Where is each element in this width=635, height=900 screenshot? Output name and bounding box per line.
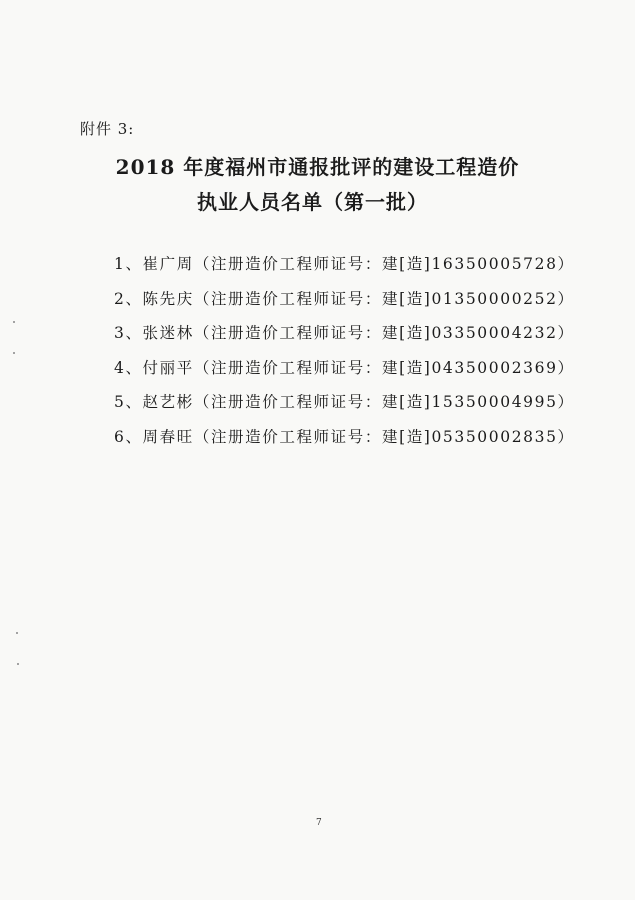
scan-speck: [13, 352, 15, 354]
list-item-2: 2、陈先庆（注册造价工程师证号：建[造]01350000252）: [114, 289, 575, 308]
list-item-5: 5、赵艺彬（注册造价工程师证号：建[造]15350004995）: [114, 393, 575, 412]
document-title-line-1: 2018 年度福州市通报批评的建设工程造价: [115, 155, 520, 179]
list-item-6: 6、周春旺（注册造价工程师证号：建[造]05350002835）: [114, 427, 575, 446]
list-item-1: 1、崔广周（注册造价工程师证号：建[造]16350005728）: [114, 255, 575, 273]
personnel-list: [114, 252, 575, 460]
scan-speck: [16, 632, 18, 634]
scan-speck: [13, 321, 15, 323]
page-number: 7: [316, 818, 322, 828]
attachment-label: 附件 3:: [80, 120, 135, 138]
scan-speck: [17, 663, 19, 665]
list-item-3: 3、张迷林（注册造价工程师证号：建[造]03350004232）: [114, 324, 575, 343]
document-title-line-2: 执业人员名单（第一批）: [197, 190, 428, 214]
list-item-4: 4、付丽平（注册造价工程师证号：建[造]04350002369）: [114, 358, 575, 377]
